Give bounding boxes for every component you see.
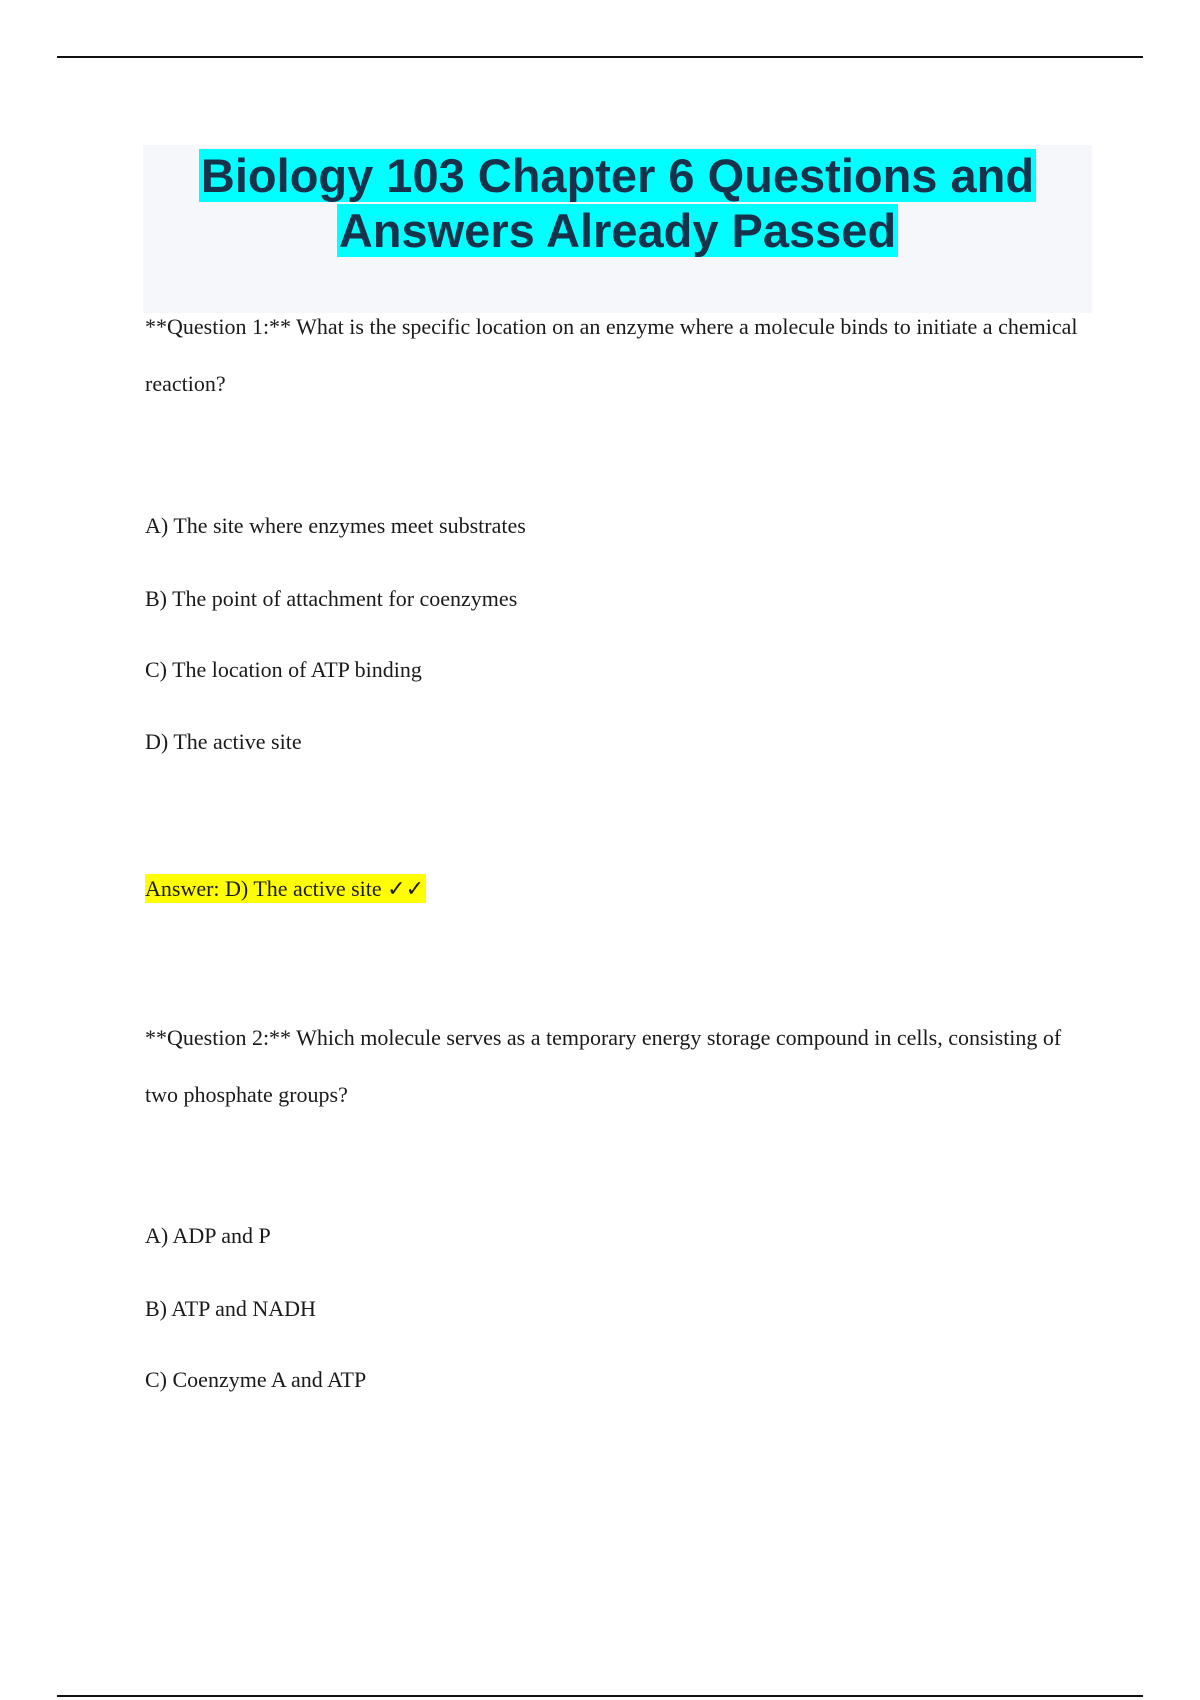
question-2-option-a: A) ADP and P: [145, 1223, 271, 1248]
bottom-rule: [57, 1695, 1143, 1697]
question-1-option-b: B) The point of attachment for coenzymes: [145, 586, 518, 611]
question-2-option-b: B) ATP and NADH: [145, 1296, 316, 1321]
document-title-text: Biology 103 Chapter 6 Questions and Answers Already Passed: [200, 149, 1035, 257]
question-1-option-d: D) The active site: [145, 729, 302, 754]
question-1-option-c: C) The location of ATP binding: [145, 657, 422, 682]
question-1-answer-text: Answer: D) The active site ✓✓: [145, 876, 424, 901]
question-1-answer: [145, 860, 426, 917]
question-2-option-c: C) Coenzyme A and ATP: [145, 1367, 367, 1392]
title-box: [143, 145, 1092, 313]
top-rule: [57, 56, 1143, 58]
question-1-option-a: A) The site where enzymes meet substrates: [145, 513, 526, 538]
question-1-prompt: **Question 1:** What is the specific location on an enzyme where a molecule binds to initiate a chemical reaction?: [145, 314, 1078, 396]
document-title: [143, 148, 1092, 258]
question-2-prompt: **Question 2:** Which molecule serves as a temporary energy storage compound in cells, consisting of two phosphate groups?: [145, 1025, 1062, 1107]
